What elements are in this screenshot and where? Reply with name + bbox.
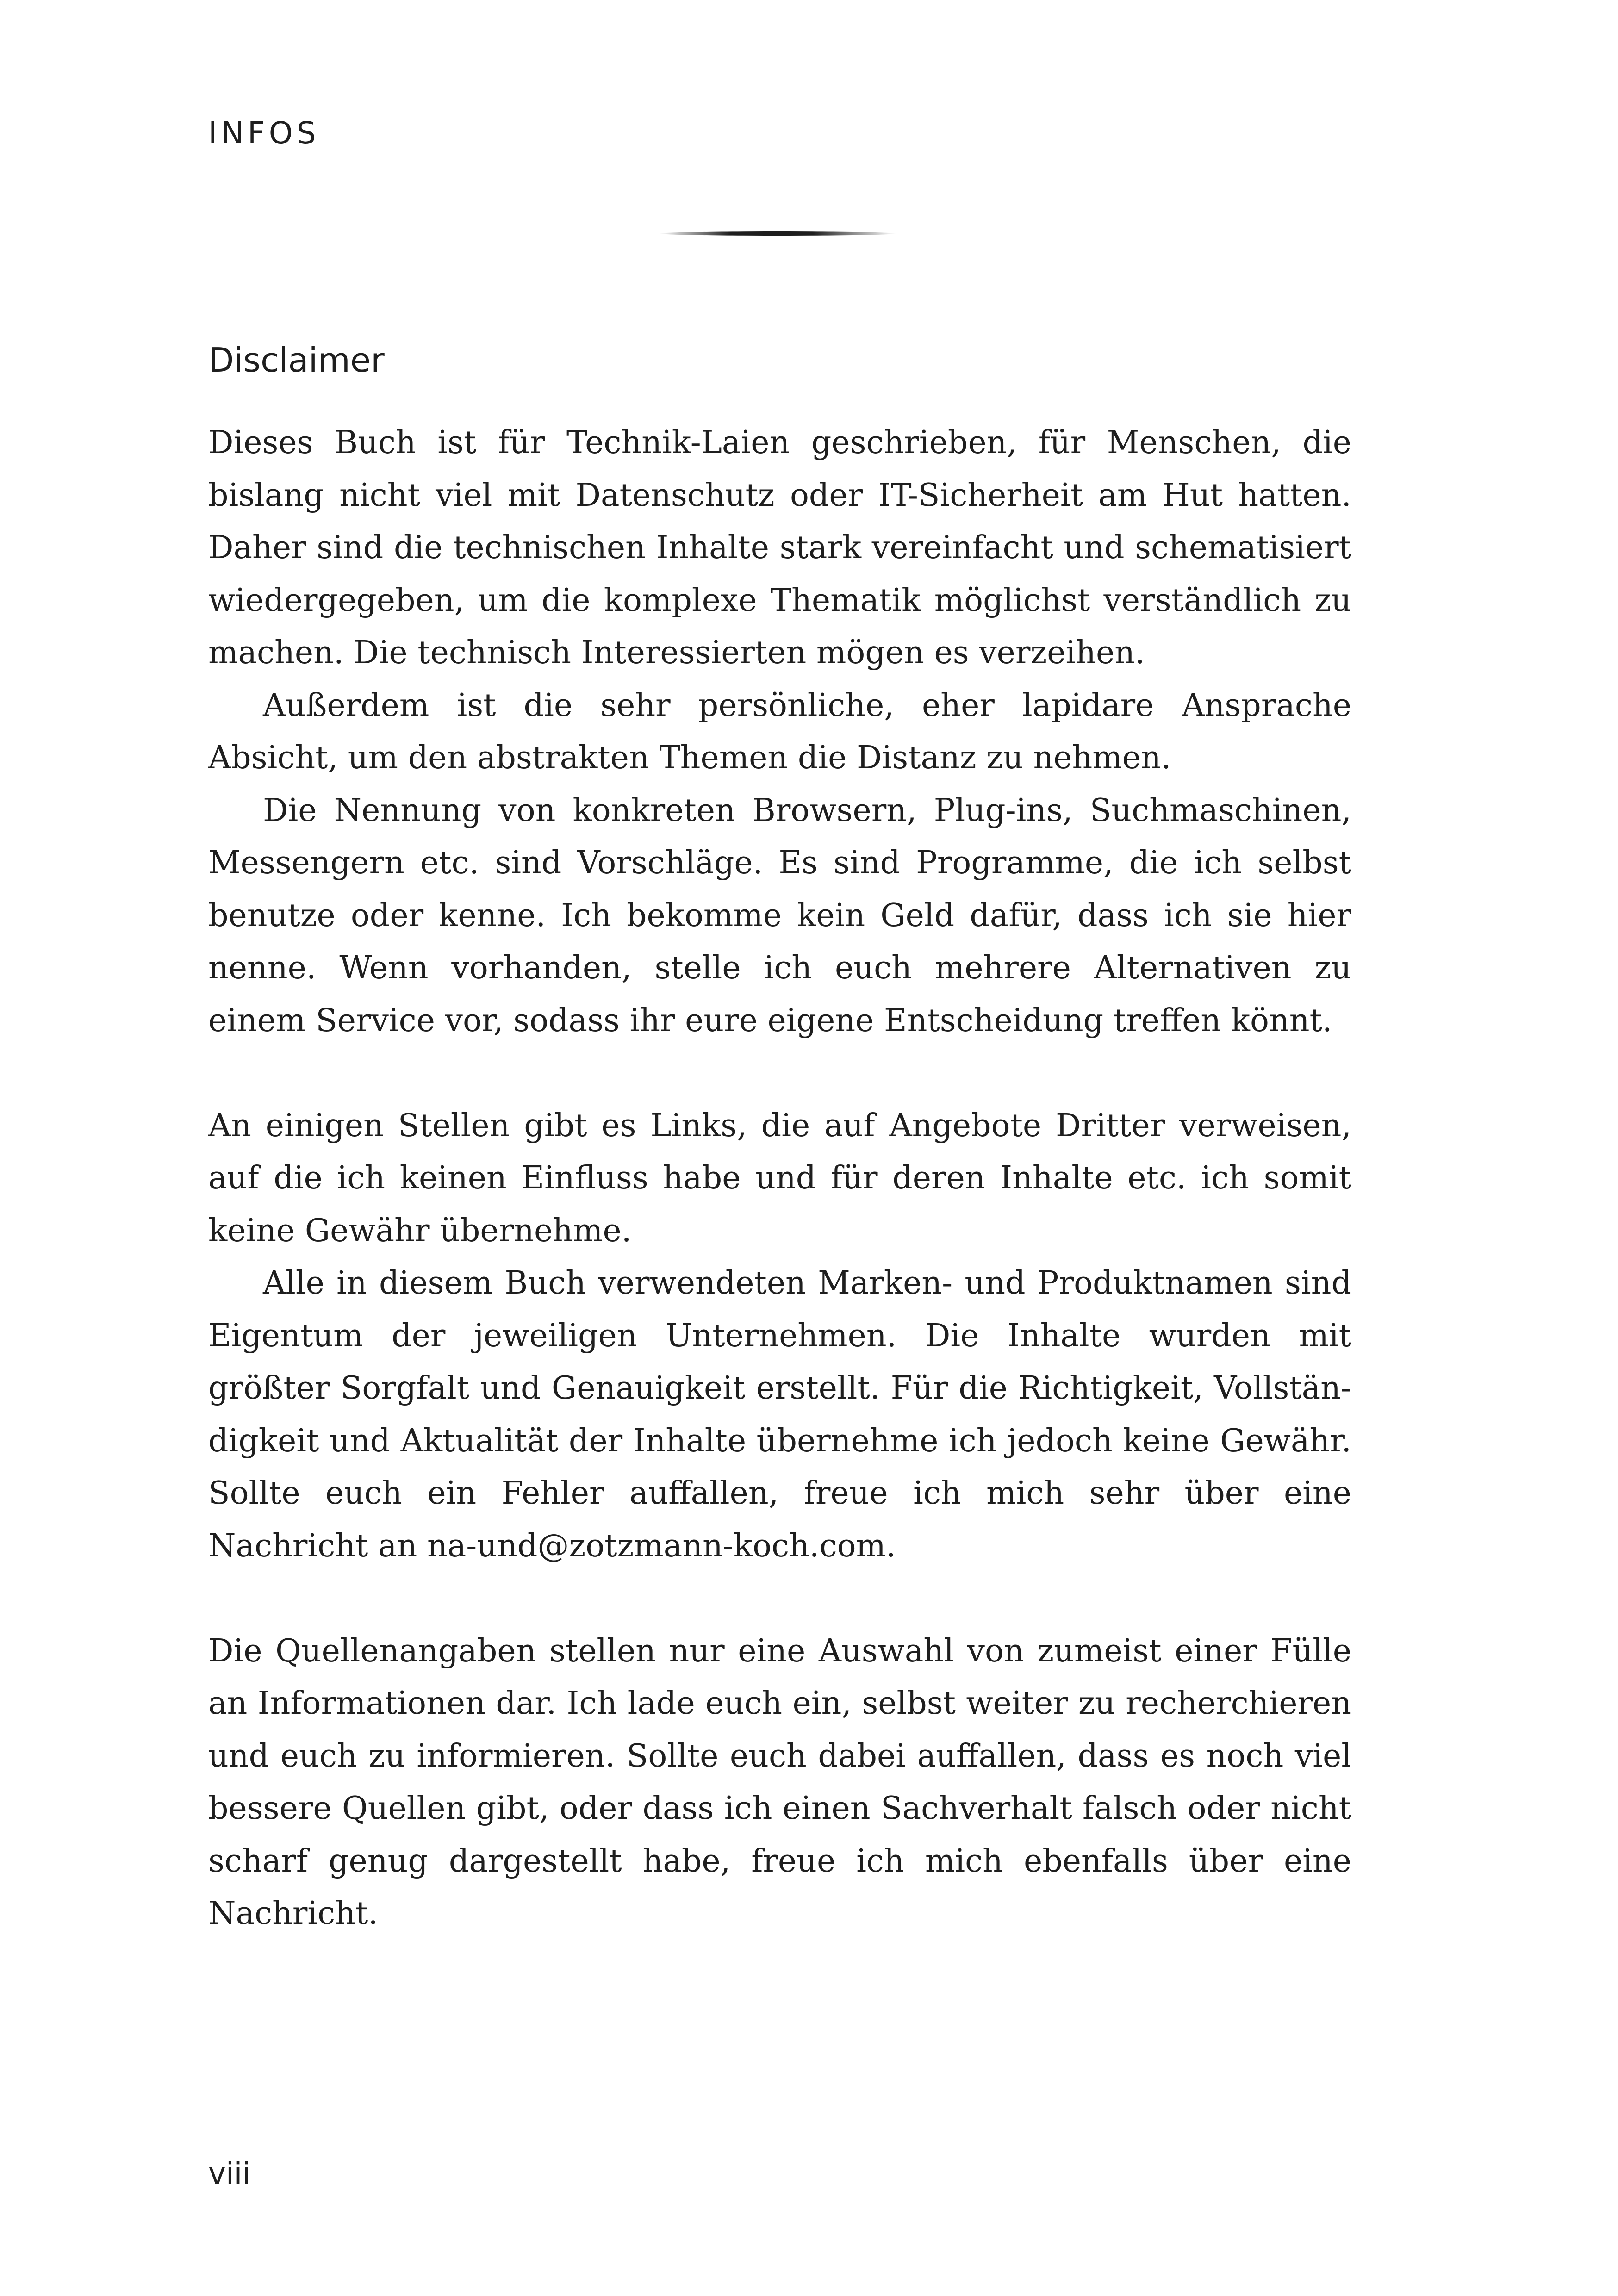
paragraph-4: An einigen Stellen gibt es Links, die auf Angebote Dritter verweisen, auf die ich keinen Einfluss habe und für deren Inhalte etc. ich somit keine Gewähr übernehme. <box>208 1107 1351 1249</box>
paragraph-5: Alle in diesem Buch verwendeten Marken- und Produktnamen sind Eigentum der jeweiligen Unternehmen. Die Inhalte wurden mit größter Sorgfalt und Genauigkeit erstellt. Für die Richtigkeit, Vollständigkeit und Aktualität der Inhalte übernehme ich jedoch keine Gewähr. Sollte euch ein Fehler auffallen, freue ich mich sehr über eine Nachricht an na-und@zotzmann-koch.com. <box>208 1265 1351 1564</box>
body-text <box>208 417 1351 1940</box>
section-title: Disclaimer <box>208 341 385 380</box>
ornament-rule <box>660 231 896 236</box>
paragraph-3: Die Nennung von konkreten Browsern, Plug-ins, Suchmaschinen, Messengern etc. sind Vorschläge. Es sind Programme, die ich selbst benutze oder kenne. Ich bekomme kein Geld dafür, dass ich sie hier nenne. Wenn vorhanden, stelle ich euch mehrere Alternativen zu einem Service vor, sodass ihr eure eigene Entscheidung treffen könnt. <box>208 792 1351 1039</box>
paragraph-2: Außerdem ist die sehr persönliche, eher lapidare Ansprache Absicht, um den abstrakten Themen die Distanz zu nehmen. <box>208 687 1351 776</box>
paragraph-6: Die Quellenangaben stellen nur eine Auswahl von zumeist einer Fülle an Informationen dar. Ich lade euch ein, selbst weiter zu recherchieren und euch zu informieren. Sollte euch dabei auffallen, dass es noch viel bessere Quellen gibt, oder dass ich einen Sachverhalt falsch oder nicht scharf genug dargestellt habe, freue ich mich ebenfalls über eine Nachricht. <box>208 1632 1351 1932</box>
page-number: viii <box>208 2157 251 2191</box>
paragraph-1: Dieses Buch ist für Technik-Laien geschrieben, für Menschen, die bislang nicht viel mit Datenschutz oder IT-Sicherheit am Hut hatten. Daher sind die technischen Inhalte stark vereinfacht und schematisiert wiedergegeben, um die komplexe Thematik möglichst verständlich zu machen. Die technisch Interessierten mögen es verzeihen. <box>208 424 1351 671</box>
running-head: INFOS <box>208 115 320 151</box>
